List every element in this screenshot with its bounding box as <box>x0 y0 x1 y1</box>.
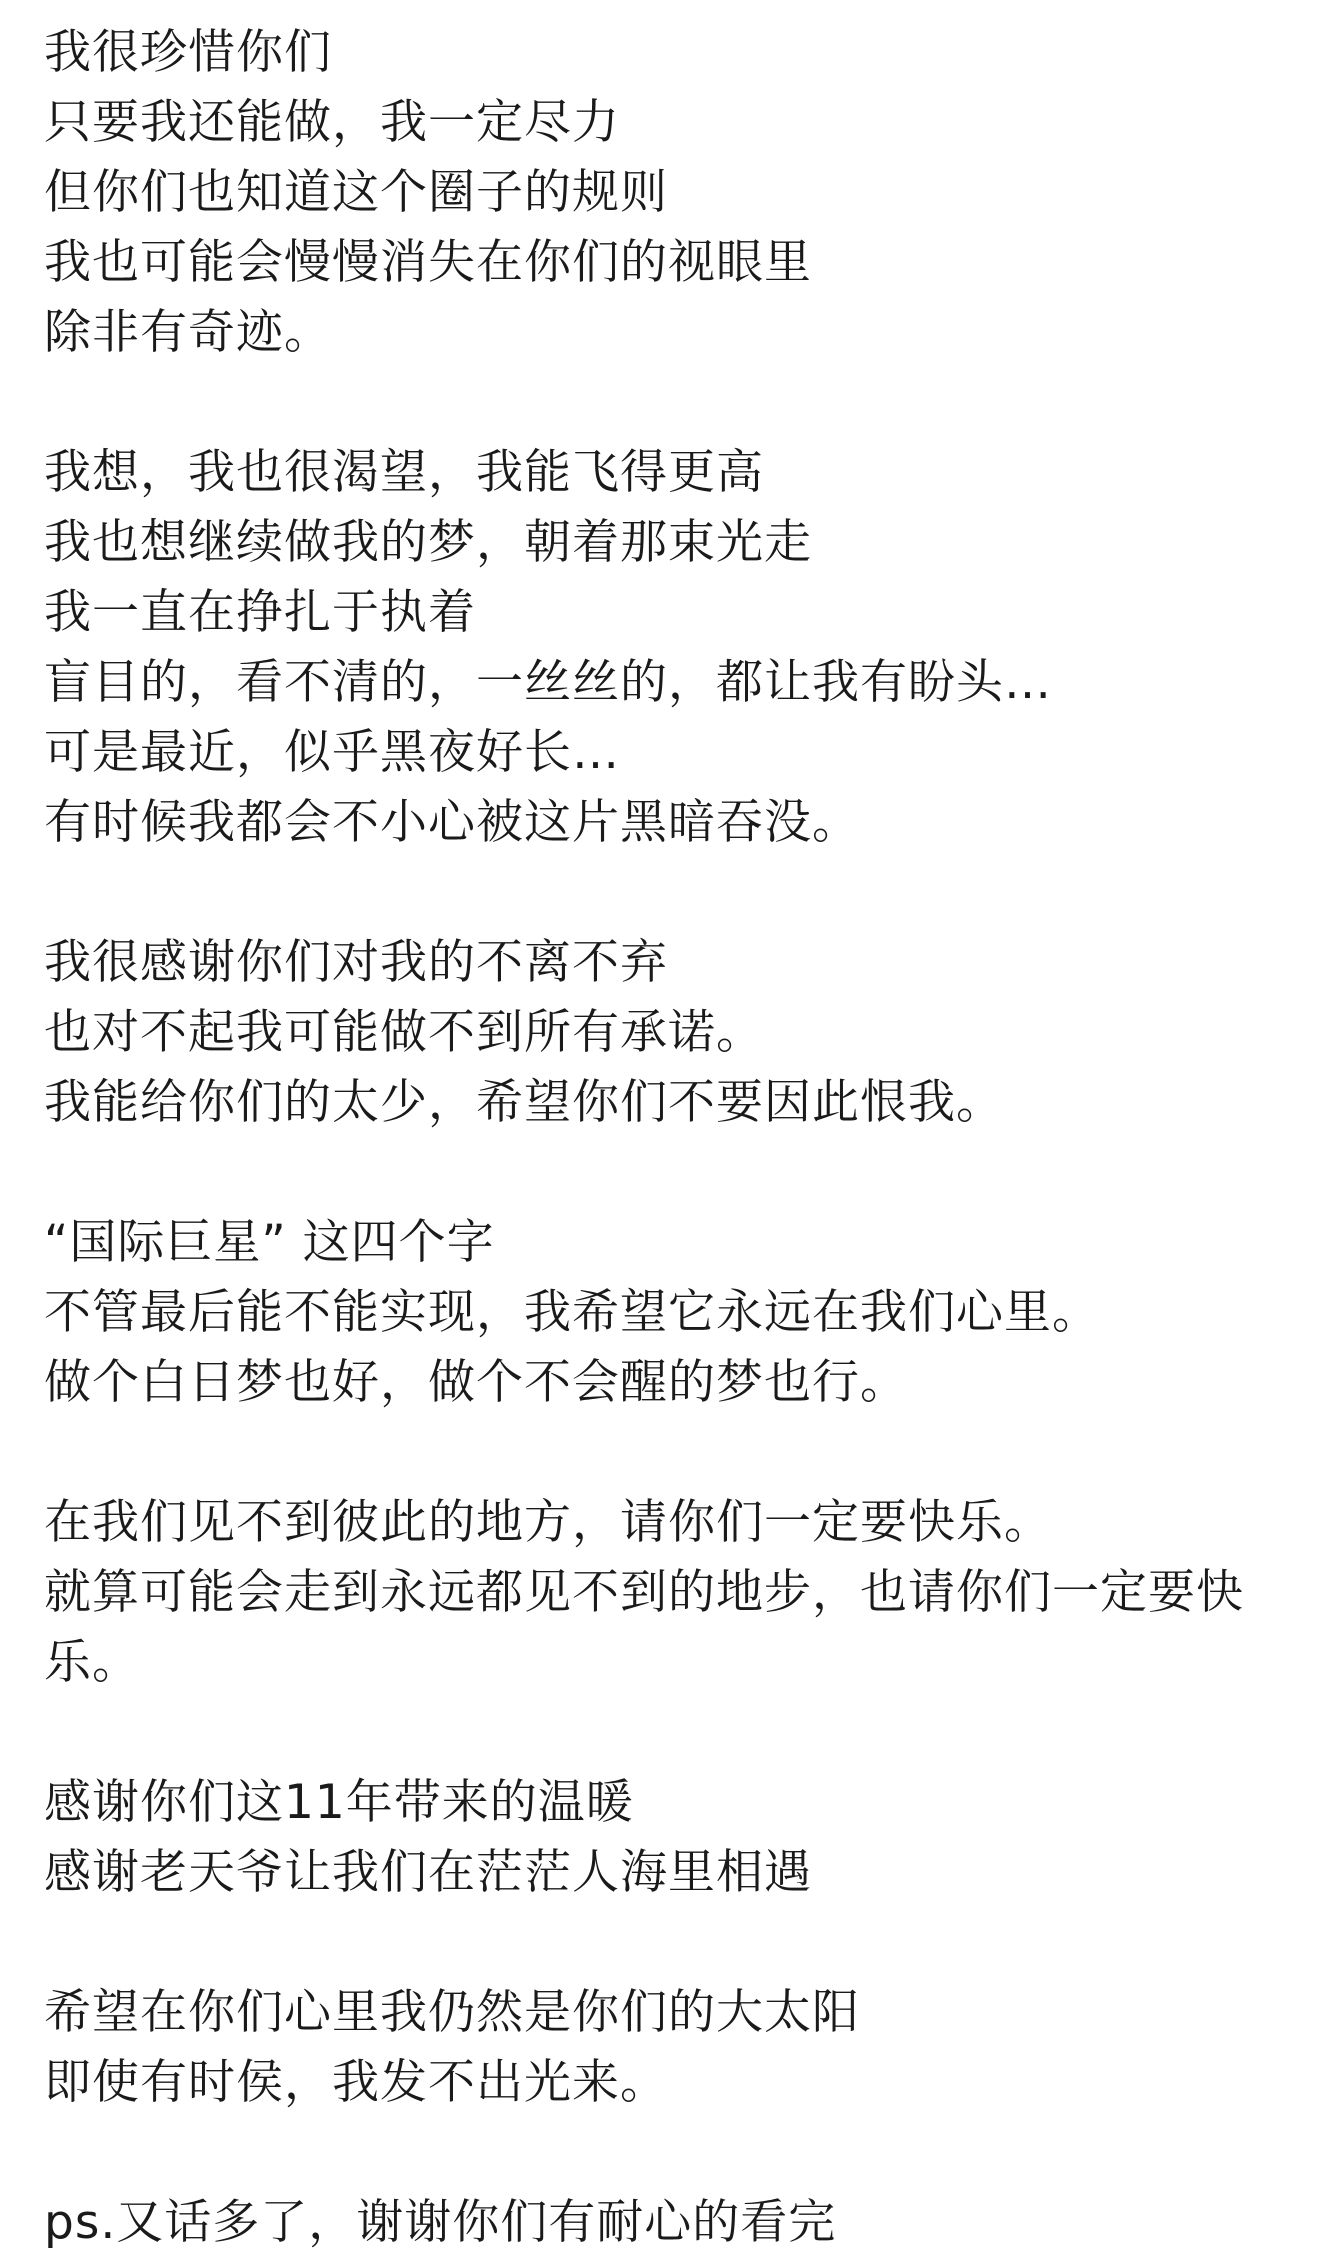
text-line: 我很珍惜你们 <box>44 25 332 80</box>
paragraph-4 <box>44 1208 1284 1418</box>
text-line: 盲目的，看不清的，一丝丝的，都让我有盼头… <box>44 655 1052 710</box>
paragraph-6 <box>44 1768 1284 1908</box>
text-line: 可是最近，似乎黑夜好长… <box>44 725 620 780</box>
text-line: 即使有时侯，我发不出光来。 <box>44 2055 668 2110</box>
text-line: 我也可能会慢慢消失在你们的视眼里 <box>44 235 812 290</box>
text-line: 在我们见不到彼此的地方，请你们一定要快乐。 <box>44 1495 1052 1550</box>
paragraph-5 <box>44 1488 1284 1698</box>
letter-body <box>44 18 1284 2258</box>
paragraph-7 <box>44 1978 1284 2118</box>
paragraph-8 <box>44 2188 1284 2258</box>
paragraph-3 <box>44 928 1284 1138</box>
text-line: 我很感谢你们对我的不离不弃 <box>44 935 668 990</box>
paragraph-1 <box>44 18 1284 368</box>
text-line: 我想，我也很渴望，我能飞得更高 <box>44 445 764 500</box>
text-line: 除非有奇迹。 <box>44 305 332 360</box>
text-line: 但你们也知道这个圈子的规则 <box>44 165 668 220</box>
text-line: 感谢老天爷让我们在茫茫人海里相遇 <box>44 1845 812 1900</box>
text-line: 我一直在挣扎于执着 <box>44 585 476 640</box>
text-line: ps.又话多了，谢谢你们有耐心的看完 <box>44 2195 837 2250</box>
text-line: 我能给你们的太少，希望你们不要因此恨我。 <box>44 1075 1004 1130</box>
text-line: 希望在你们心里我仍然是你们的大太阳 <box>44 1985 860 2040</box>
text-line: 我也想继续做我的梦，朝着那束光走 <box>44 515 812 570</box>
text-line: 感谢你们这11年带来的温暖 <box>44 1775 634 1830</box>
text-line: 有时候我都会不小心被这片黑暗吞没。 <box>44 795 860 850</box>
text-line: 做个白日梦也好，做个不会醒的梦也行。 <box>44 1355 908 1410</box>
text-line: 也对不起我可能做不到所有承诺。 <box>44 1005 764 1060</box>
text-line: “国际巨星” 这四个字 <box>44 1215 495 1270</box>
paragraph-2 <box>44 438 1284 858</box>
text-line: 只要我还能做，我一定尽力 <box>44 95 620 150</box>
text-line: 不管最后能不能实现，我希望它永远在我们心里。 <box>44 1285 1100 1340</box>
text-line: 就算可能会走到永远都见不到的地步，也请你们一定要快乐。 <box>44 1565 1244 1690</box>
